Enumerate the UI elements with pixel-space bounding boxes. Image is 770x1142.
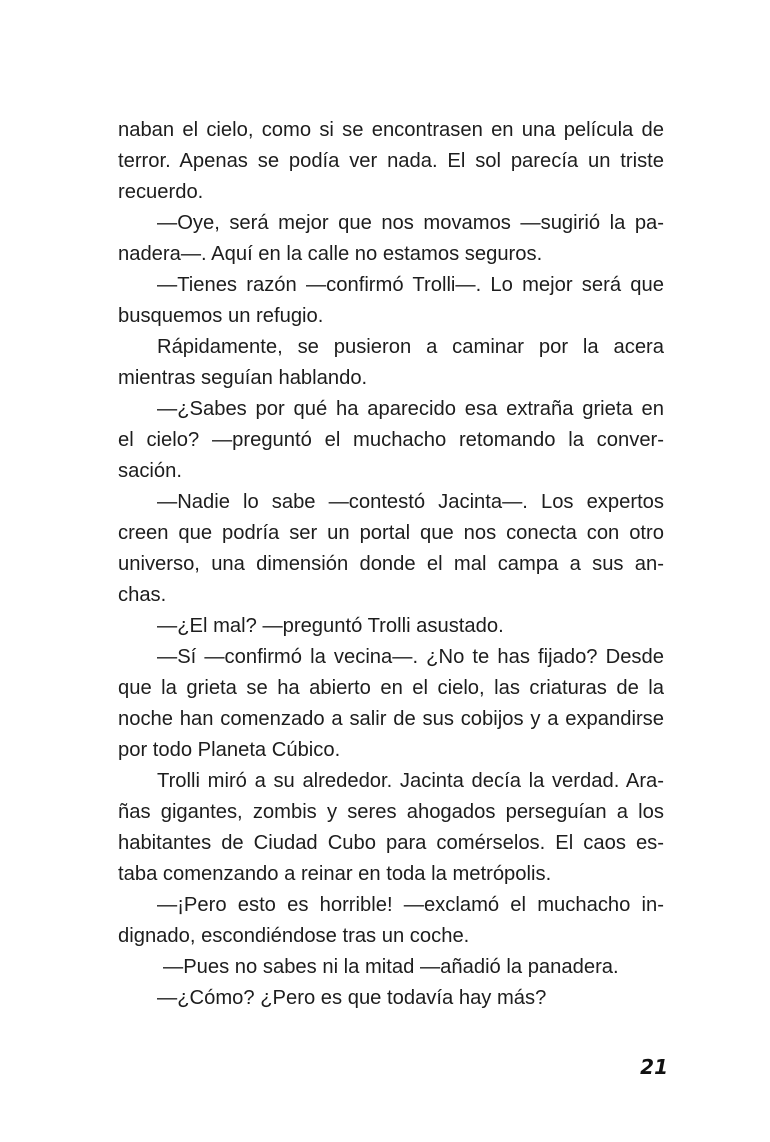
text-line: universo, una dimensión donde el mal campa a sus an- [118, 553, 664, 575]
text-line: chas. [118, 584, 167, 606]
text-line: —Pues no sabes ni la mitad —añadió la panadera. [163, 956, 619, 978]
text-line: —Oye, será mejor que nos movamos —sugirió la pa- [157, 212, 664, 234]
text-line: que la grieta se ha abierto en el cielo, las criaturas de la [118, 677, 664, 699]
text-line: terror. Apenas se podía ver nada. El sol parecía un triste [118, 150, 664, 172]
text-line: —¿El mal? —preguntó Trolli asustado. [157, 615, 504, 637]
text-line: naban el cielo, como si se encontrasen en una película de [118, 119, 664, 141]
text-line: el cielo? —preguntó el muchacho retomando la conver- [118, 429, 664, 451]
text-line: habitantes de Ciudad Cubo para comérselos. El caos es- [118, 832, 664, 854]
text-line: —Tienes razón —confirmó Trolli—. Lo mejor será que [157, 274, 664, 296]
text-line: taba comenzando a reinar en toda la metrópolis. [118, 863, 552, 885]
text-line: —Nadie lo sabe —contestó Jacinta—. Los expertos [157, 491, 664, 513]
text-line: Trolli miró a su alrededor. Jacinta decía la verdad. Ara- [157, 770, 664, 792]
text-line: Rápidamente, se pusieron a caminar por la acera [157, 336, 664, 358]
text-line: —Sí —confirmó la vecina—. ¿No te has fijado? Desde [157, 646, 664, 668]
text-line: por todo Planeta Cúbico. [118, 739, 341, 761]
text-line: —¡Pero esto es horrible! —exclamó el muchacho in- [157, 894, 664, 916]
text-line: nadera—. Aquí en la calle no estamos seguros. [118, 243, 543, 265]
text-line: mientras seguían hablando. [118, 367, 368, 389]
text-line: sación. [118, 460, 182, 482]
page-number: 21 [640, 1055, 668, 1079]
text-line: noche han comenzado a salir de sus cobijos y a expandirse [118, 708, 664, 730]
text-line: dignado, escondiéndose tras un coche. [118, 925, 470, 947]
text-line: —¿Cómo? ¿Pero es que todavía hay más? [157, 987, 547, 1009]
text-line: busquemos un refugio. [118, 305, 324, 327]
text-line: recuerdo. [118, 181, 204, 203]
text-line: creen que podría ser un portal que nos conecta con otro [118, 522, 664, 544]
page-body-text [118, 115, 664, 1014]
text-line: ñas gigantes, zombis y seres ahogados perseguían a los [118, 801, 664, 823]
text-line: —¿Sabes por qué ha aparecido esa extraña grieta en [157, 398, 664, 420]
